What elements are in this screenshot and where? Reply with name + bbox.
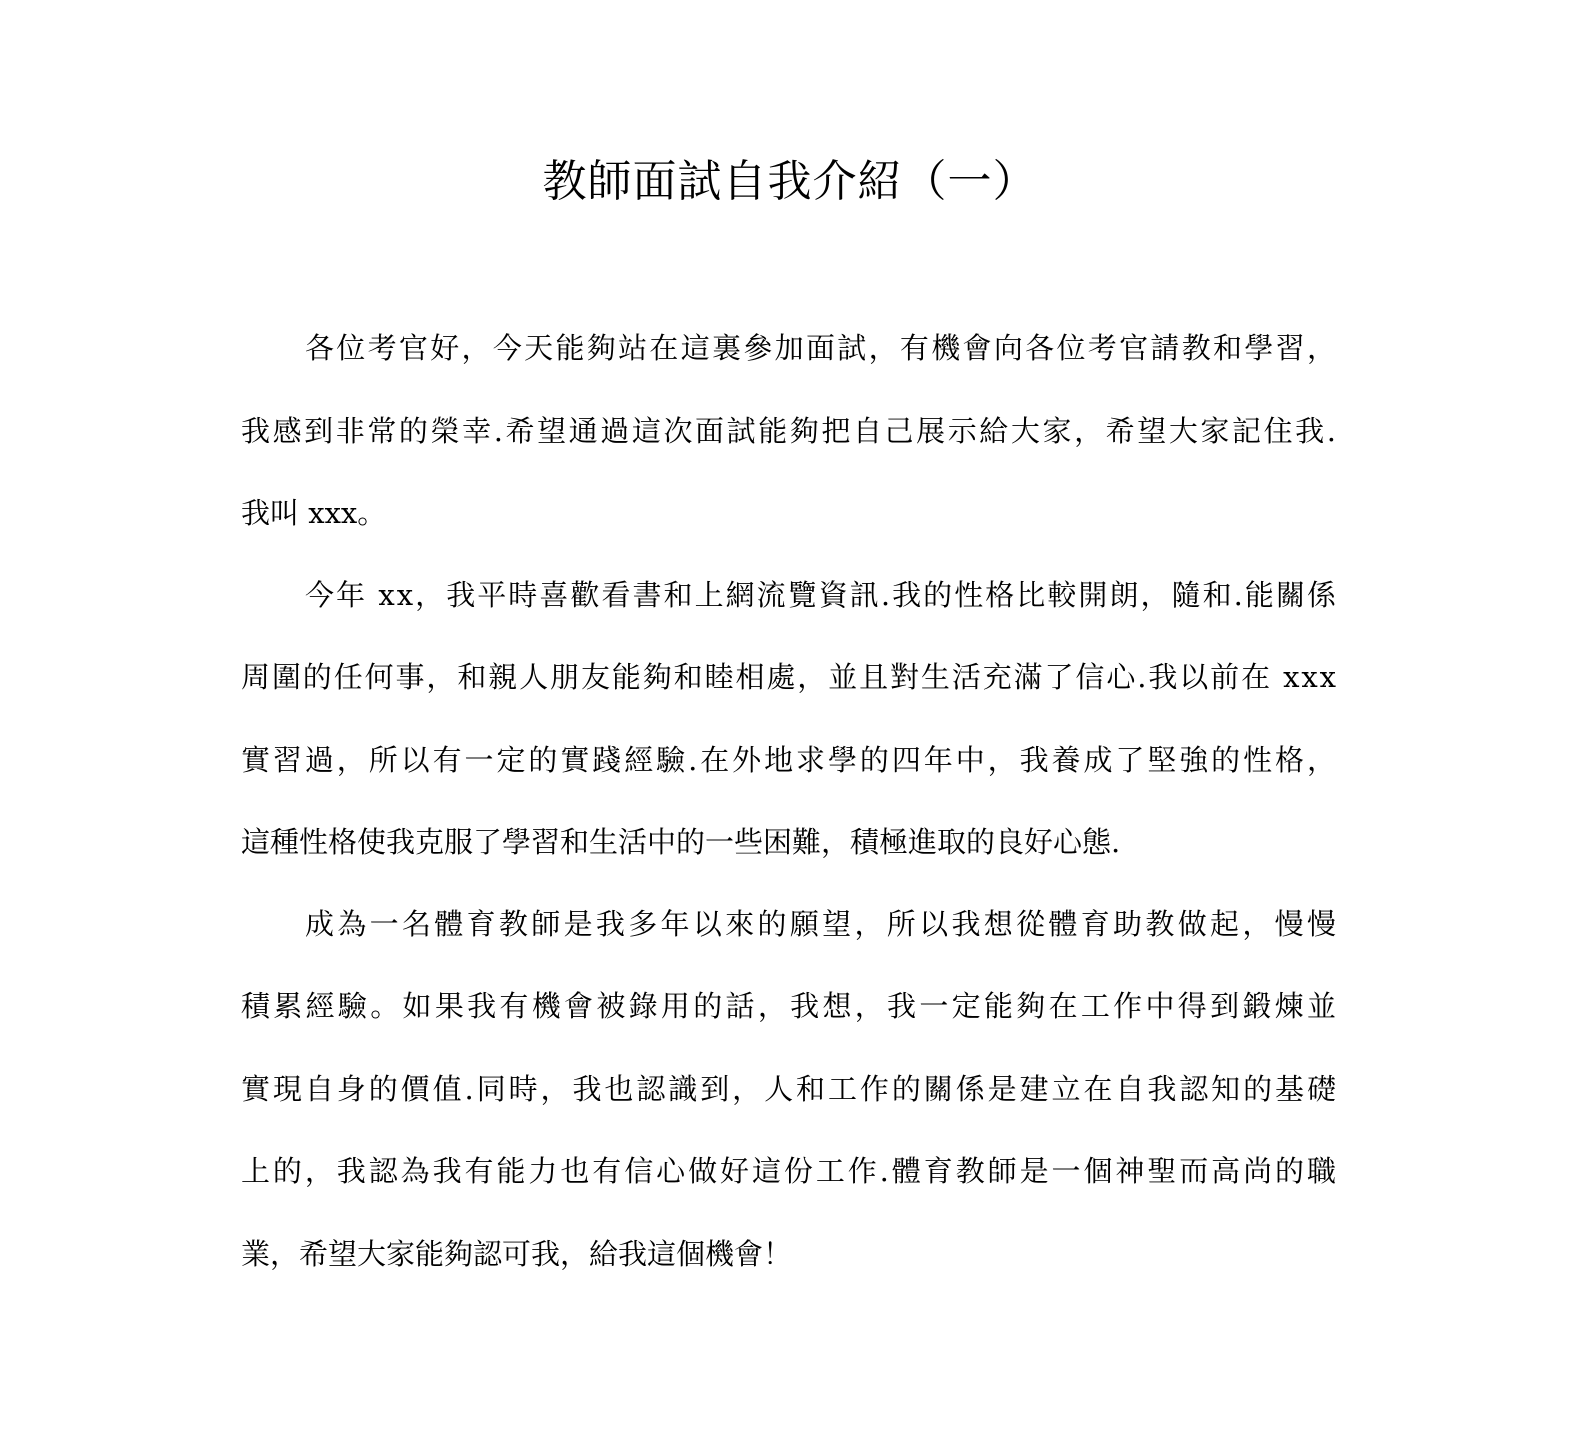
paragraph-2-line-3: 實習過，所以有一定的實踐經驗.在外地求學的四年中，我養成了堅強的性格， — [241, 743, 1339, 777]
paragraph-1-line-2: 我感到非常的榮幸.希望通過這次面試能夠把自己展示給大家，希望大家記住我. — [241, 414, 1339, 448]
paragraph-2-line-1: 今年 xx，我平時喜歡看書和上網流覽資訊.我的性格比較開朗，隨和.能關係 — [305, 578, 1339, 612]
paragraph-2-line-2: 周圍的任何事，和親人朋友能夠和睦相處，並且對生活充滿了信心.我以前在 xxx — [241, 660, 1338, 694]
paragraph-3-line-3: 實現自身的價值.同時，我也認識到，人和工作的關係是建立在自我認知的基礎 — [241, 1072, 1339, 1106]
paragraph-1-line-3: 我叫 xxx。 — [241, 496, 387, 530]
paragraph-3-line-5: 業，希望大家能夠認可我，給我這個機會！ — [241, 1237, 793, 1271]
paragraph-2-line-4: 這種性格使我克服了學習和生活中的一些困難，積極進取的良好心態. — [241, 825, 1121, 859]
paragraph-1-line-1: 各位考官好，今天能夠站在這裏參加面試，有機會向各位考官請教和學習， — [305, 331, 1339, 365]
paragraph-3-line-1: 成為一名體育教師是我多年以來的願望，所以我想從體育助教做起，慢慢 — [305, 907, 1340, 941]
paragraph-3-line-2: 積累經驗。如果我有機會被錄用的話，我想，我一定能夠在工作中得到鍛煉並 — [241, 989, 1340, 1023]
paragraph-3-line-4: 上的，我認為我有能力也有信心做好這份工作.體育教師是一個神聖而高尚的職 — [241, 1154, 1339, 1188]
document-title: 教師面試自我介紹（一） — [542, 156, 1038, 207]
